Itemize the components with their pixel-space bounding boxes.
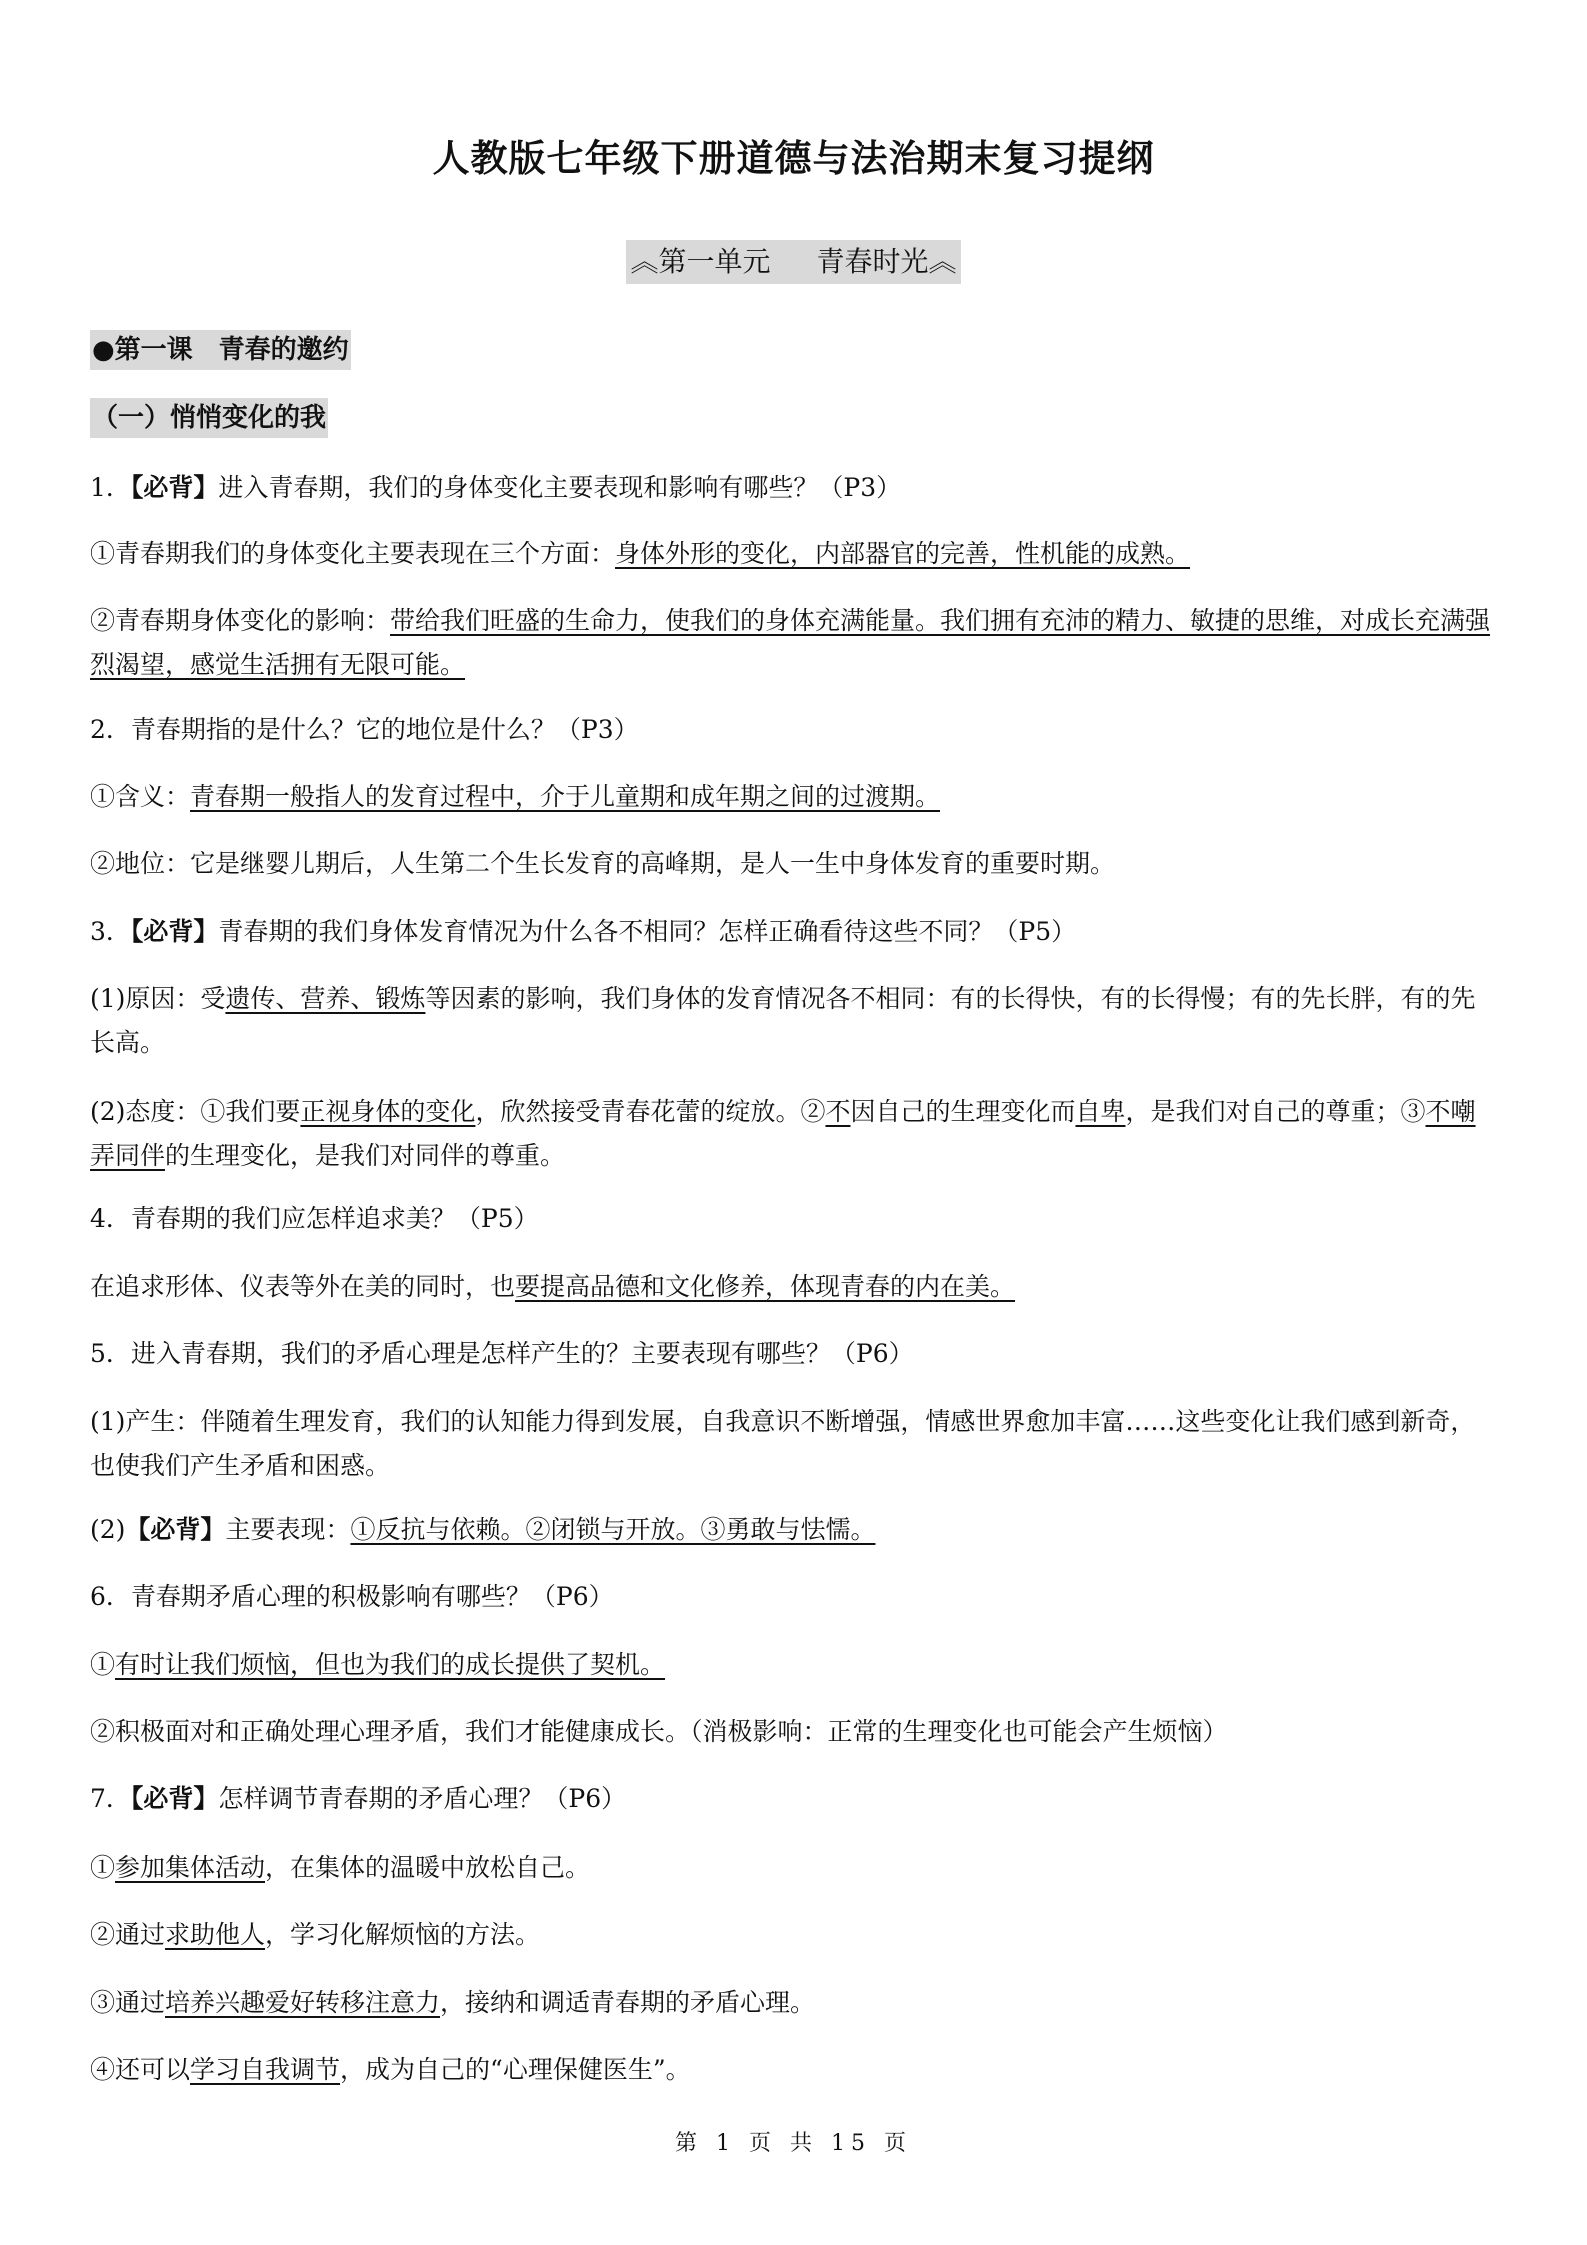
q1-answer-1 <box>90 532 1500 576</box>
unit-heading <box>626 240 960 284</box>
q2-a1-underlined: 青春期一般指人的发育过程中，介于儿童期和成年期之间的过渡期。 <box>190 782 941 811</box>
q7-tag: 【必背】 <box>130 1784 219 1813</box>
question-7 <box>90 1777 1500 1821</box>
q3-a1-underlined: 遗传、营养、锻炼 <box>225 984 426 1013</box>
q6-answer-1 <box>90 1643 1500 1687</box>
q1-a2-underlined: 带给我们旺盛的生命力，使我们的身体充满能量。我们拥有充沛的精力、敏捷的思维，对成长充满强烈渴望，感觉生活拥有无限可能。 <box>90 606 1491 679</box>
q3-a2-u2: 不 <box>825 1097 851 1126</box>
q1-a1-underlined: 身体外形的变化，内部器官的完善，性机能的成熟。 <box>615 539 1191 568</box>
q5-a2-num: (2) <box>90 1515 126 1544</box>
q5-a2-underlined: ①反抗与依赖。②闭锁与开放。③勇敢与怯懦。 <box>350 1515 876 1544</box>
question-4: 4．青春期的我们应怎样追求美？（P5） <box>90 1204 539 1233</box>
q3-a2-u3: 自卑 <box>1075 1097 1126 1126</box>
q7-a2-underlined: 求助他人 <box>165 1920 266 1949</box>
q7-answer-1 <box>90 1846 1500 1890</box>
q5-a2-tag: 【必背】 <box>125 1515 226 1544</box>
q3-answer-1 <box>90 977 1500 1065</box>
q5-answer-1: (1)产生：伴随着生理发育，我们的认知能力得到发展，自我意识不断增强，情感世界愈加丰富……这些变化让我们感到新奇，也使我们产生矛盾和困惑。 <box>90 1407 1476 1480</box>
q2-answer-2: ②地位：它是继婴儿期后，人生第二个生长发育的高峰期，是人一生中身体发育的重要时期。 <box>90 849 1116 878</box>
q7-answer-3 <box>90 1981 1500 2025</box>
q7-a1-post: ，在集体的温暖中放松自己。 <box>265 1853 591 1882</box>
q4-answer <box>90 1265 1500 1309</box>
q1-text: 进入青春期，我们的身体变化主要表现和影响有哪些？（P3） <box>218 473 902 502</box>
q3-a2-p2: ，欣然接受青春花蕾的绽放。② <box>475 1097 826 1126</box>
question-2: 2．青春期指的是什么？它的地位是什么？（P3） <box>90 715 639 744</box>
q7-a4-pre: ④还可以 <box>90 2055 191 2084</box>
q4-a-underlined: 要提高品德和文化修养，体现青春的内在美。 <box>515 1272 1016 1301</box>
q7-a4-post: ，成为自己的“心理保健医生”。 <box>340 2055 691 2084</box>
q3-a1-post: 等因素的影响，我们身体的发育情况各不相同：有的长得快，有的长得慢；有的先长胖，有的先长高。 <box>90 984 1476 1057</box>
q7-a3-post: ，接纳和调适青春期的矛盾心理。 <box>440 1988 816 2017</box>
q2-answer-1 <box>90 775 1500 819</box>
section-heading: （一）悄悄变化的我 <box>90 398 328 438</box>
unit-heading-wrap <box>0 240 1587 284</box>
q6-a1-underlined: 有时让我们烦恼，但也为我们的成长提供了契机。 <box>115 1650 666 1679</box>
q1-a2-pre: ②青春期身体变化的影响： <box>90 606 391 635</box>
lesson-heading: ●第一课 青春的邀约 <box>90 330 351 370</box>
q6-a1-pre: ① <box>90 1650 116 1679</box>
q7-a2-pre: ②通过 <box>90 1920 166 1949</box>
q3-answer-2 <box>90 1090 1500 1178</box>
question-3 <box>90 910 1500 954</box>
document-title: 人教版七年级下册道德与法治期末复习提纲 <box>432 136 1155 180</box>
q7-a3-pre: ③通过 <box>90 1988 166 2017</box>
q1-a1-pre: ①青春期我们的身体变化主要表现在三个方面： <box>90 539 616 568</box>
q3-tag: 【必背】 <box>130 917 219 946</box>
q7-a2-post: ，学习化解烦恼的方法。 <box>265 1920 541 1949</box>
q7-text: 怎样调节青春期的矛盾心理？（P6） <box>218 1784 627 1813</box>
q3-a2-p3: 因自己的生理变化而 <box>850 1097 1076 1126</box>
q7-a3-underlined: 培养兴趣爱好转移注意力 <box>165 1988 441 2017</box>
q3-a1-pre: (1)原因：受 <box>90 984 226 1013</box>
unit-heading-prefix: ︽第一单元 <box>630 245 771 278</box>
question-5: 5．进入青春期，我们的矛盾心理是怎样产生的？主要表现有哪些？（P6） <box>90 1339 914 1368</box>
q3-text: 青春期的我们身体发育情况为什么各不相同？怎样正确看待这些不同？（P5） <box>218 917 1077 946</box>
unit-heading-suffix: 青春时光︽ <box>816 245 957 278</box>
q7-a4-underlined: 学习自我调节 <box>190 2055 341 2084</box>
question-6: 6．青春期矛盾心理的积极影响有哪些？（P6） <box>90 1582 614 1611</box>
q1-num: 1． <box>90 473 131 502</box>
q6-answer-2: ②积极面对和正确处理心理矛盾，我们才能健康成长。（消极影响：正常的生理变化也可能会产生烦恼） <box>90 1717 1228 1746</box>
q7-answer-4 <box>90 2048 1500 2092</box>
q7-num: 7． <box>90 1784 131 1813</box>
q5-answer-2 <box>90 1508 1500 1552</box>
q1-tag: 【必背】 <box>130 473 219 502</box>
q7-a1-underlined: 参加集体活动 <box>115 1853 266 1882</box>
question-1 <box>90 466 1500 510</box>
q3-a2-p1: (2)态度：①我们要 <box>90 1097 301 1126</box>
q3-a2-u4: 不嘲弄同伴 <box>90 1097 1476 1170</box>
q3-a2-u1: 正视身体的变化 <box>300 1097 476 1126</box>
q5-a2-pre: 主要表现： <box>225 1515 351 1544</box>
q4-a-pre: 在追求形体、仪表等外在美的同时，也 <box>90 1272 516 1301</box>
q7-answer-2 <box>90 1913 1500 1957</box>
q1-answer-2 <box>90 599 1500 687</box>
q3-a2-p5: 的生理变化，是我们对同伴的尊重。 <box>165 1141 566 1170</box>
q3-a2-p4: ，是我们对自己的尊重；③ <box>1125 1097 1426 1126</box>
q3-num: 3． <box>90 917 131 946</box>
q7-a1-pre: ① <box>90 1853 116 1882</box>
page-footer: 第 1 页 共 15 页 <box>675 2131 912 2156</box>
q2-a1-pre: ①含义： <box>90 782 191 811</box>
